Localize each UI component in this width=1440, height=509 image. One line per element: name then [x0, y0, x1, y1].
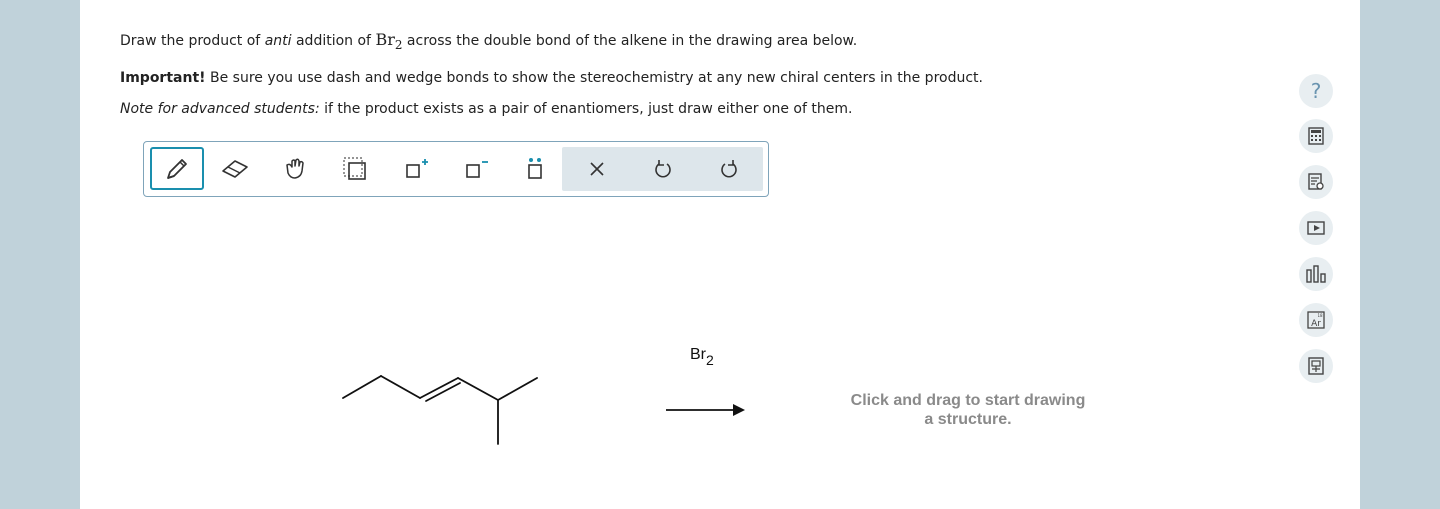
reaction-reagent: $Br_2$	[690, 346, 714, 369]
eraser-icon	[219, 157, 251, 181]
svg-text:Ar: Ar	[1311, 319, 1321, 329]
reaction-arrow-icon	[665, 400, 747, 420]
calculator-button[interactable]	[1299, 119, 1333, 153]
periodic-element-icon	[1305, 309, 1327, 331]
important-note: Important! Be sure you use dash and wedge bonds to show the stereochemistry at any new chiral centers in the product.	[120, 70, 983, 86]
help-button[interactable]	[1299, 74, 1333, 108]
svg-text:18: 18	[1317, 313, 1323, 318]
lone-pair-button[interactable]	[510, 148, 560, 190]
clear-button[interactable]	[572, 148, 622, 190]
eraser-tool-button[interactable]	[210, 148, 260, 190]
redo-button[interactable]	[704, 148, 754, 190]
select-tool-button[interactable]	[330, 148, 380, 190]
reagent-formula: $Br_2$	[375, 30, 403, 53]
redo-icon	[718, 158, 740, 180]
hand-tool-button[interactable]	[270, 148, 320, 190]
reference-button[interactable]	[1299, 349, 1333, 383]
play-video-icon	[1306, 218, 1326, 238]
document-search-icon	[1306, 172, 1326, 192]
reference-table-icon	[1306, 356, 1326, 376]
charge-plus-icon	[401, 155, 429, 183]
periodic-table-button[interactable]	[1299, 303, 1333, 337]
bar-chart-icon	[1305, 264, 1327, 284]
charge-minus-icon	[461, 155, 489, 183]
textbook-button[interactable]	[1299, 165, 1333, 199]
negative-charge-button[interactable]	[450, 148, 500, 190]
marquee-select-icon	[341, 155, 369, 183]
drawing-toolbar	[143, 141, 769, 197]
video-button[interactable]	[1299, 211, 1333, 245]
advanced-note: Note for advanced students: if the product exists as a pair of enantiomers, just draw either one of them.	[120, 101, 853, 117]
positive-charge-button[interactable]	[390, 148, 440, 190]
lone-pair-icon	[521, 155, 549, 183]
pencil-icon	[162, 154, 192, 184]
undo-button[interactable]	[638, 148, 688, 190]
canvas-hint: Click and drag to start drawing a structure.	[850, 392, 1086, 428]
question-mark-icon: ?	[1310, 79, 1322, 103]
calculator-icon	[1306, 126, 1326, 146]
undo-icon	[652, 158, 674, 180]
data-chart-button[interactable]	[1299, 257, 1333, 291]
close-icon	[587, 159, 607, 179]
pencil-tool-button[interactable]	[150, 147, 204, 190]
question-line-1: Draw the product of anti addition of $Br_2$ across the double bond of the alkene in the drawing area below.	[120, 30, 858, 53]
hand-icon	[281, 155, 309, 183]
alkene-structure	[340, 370, 540, 450]
question-panel	[80, 0, 1360, 509]
